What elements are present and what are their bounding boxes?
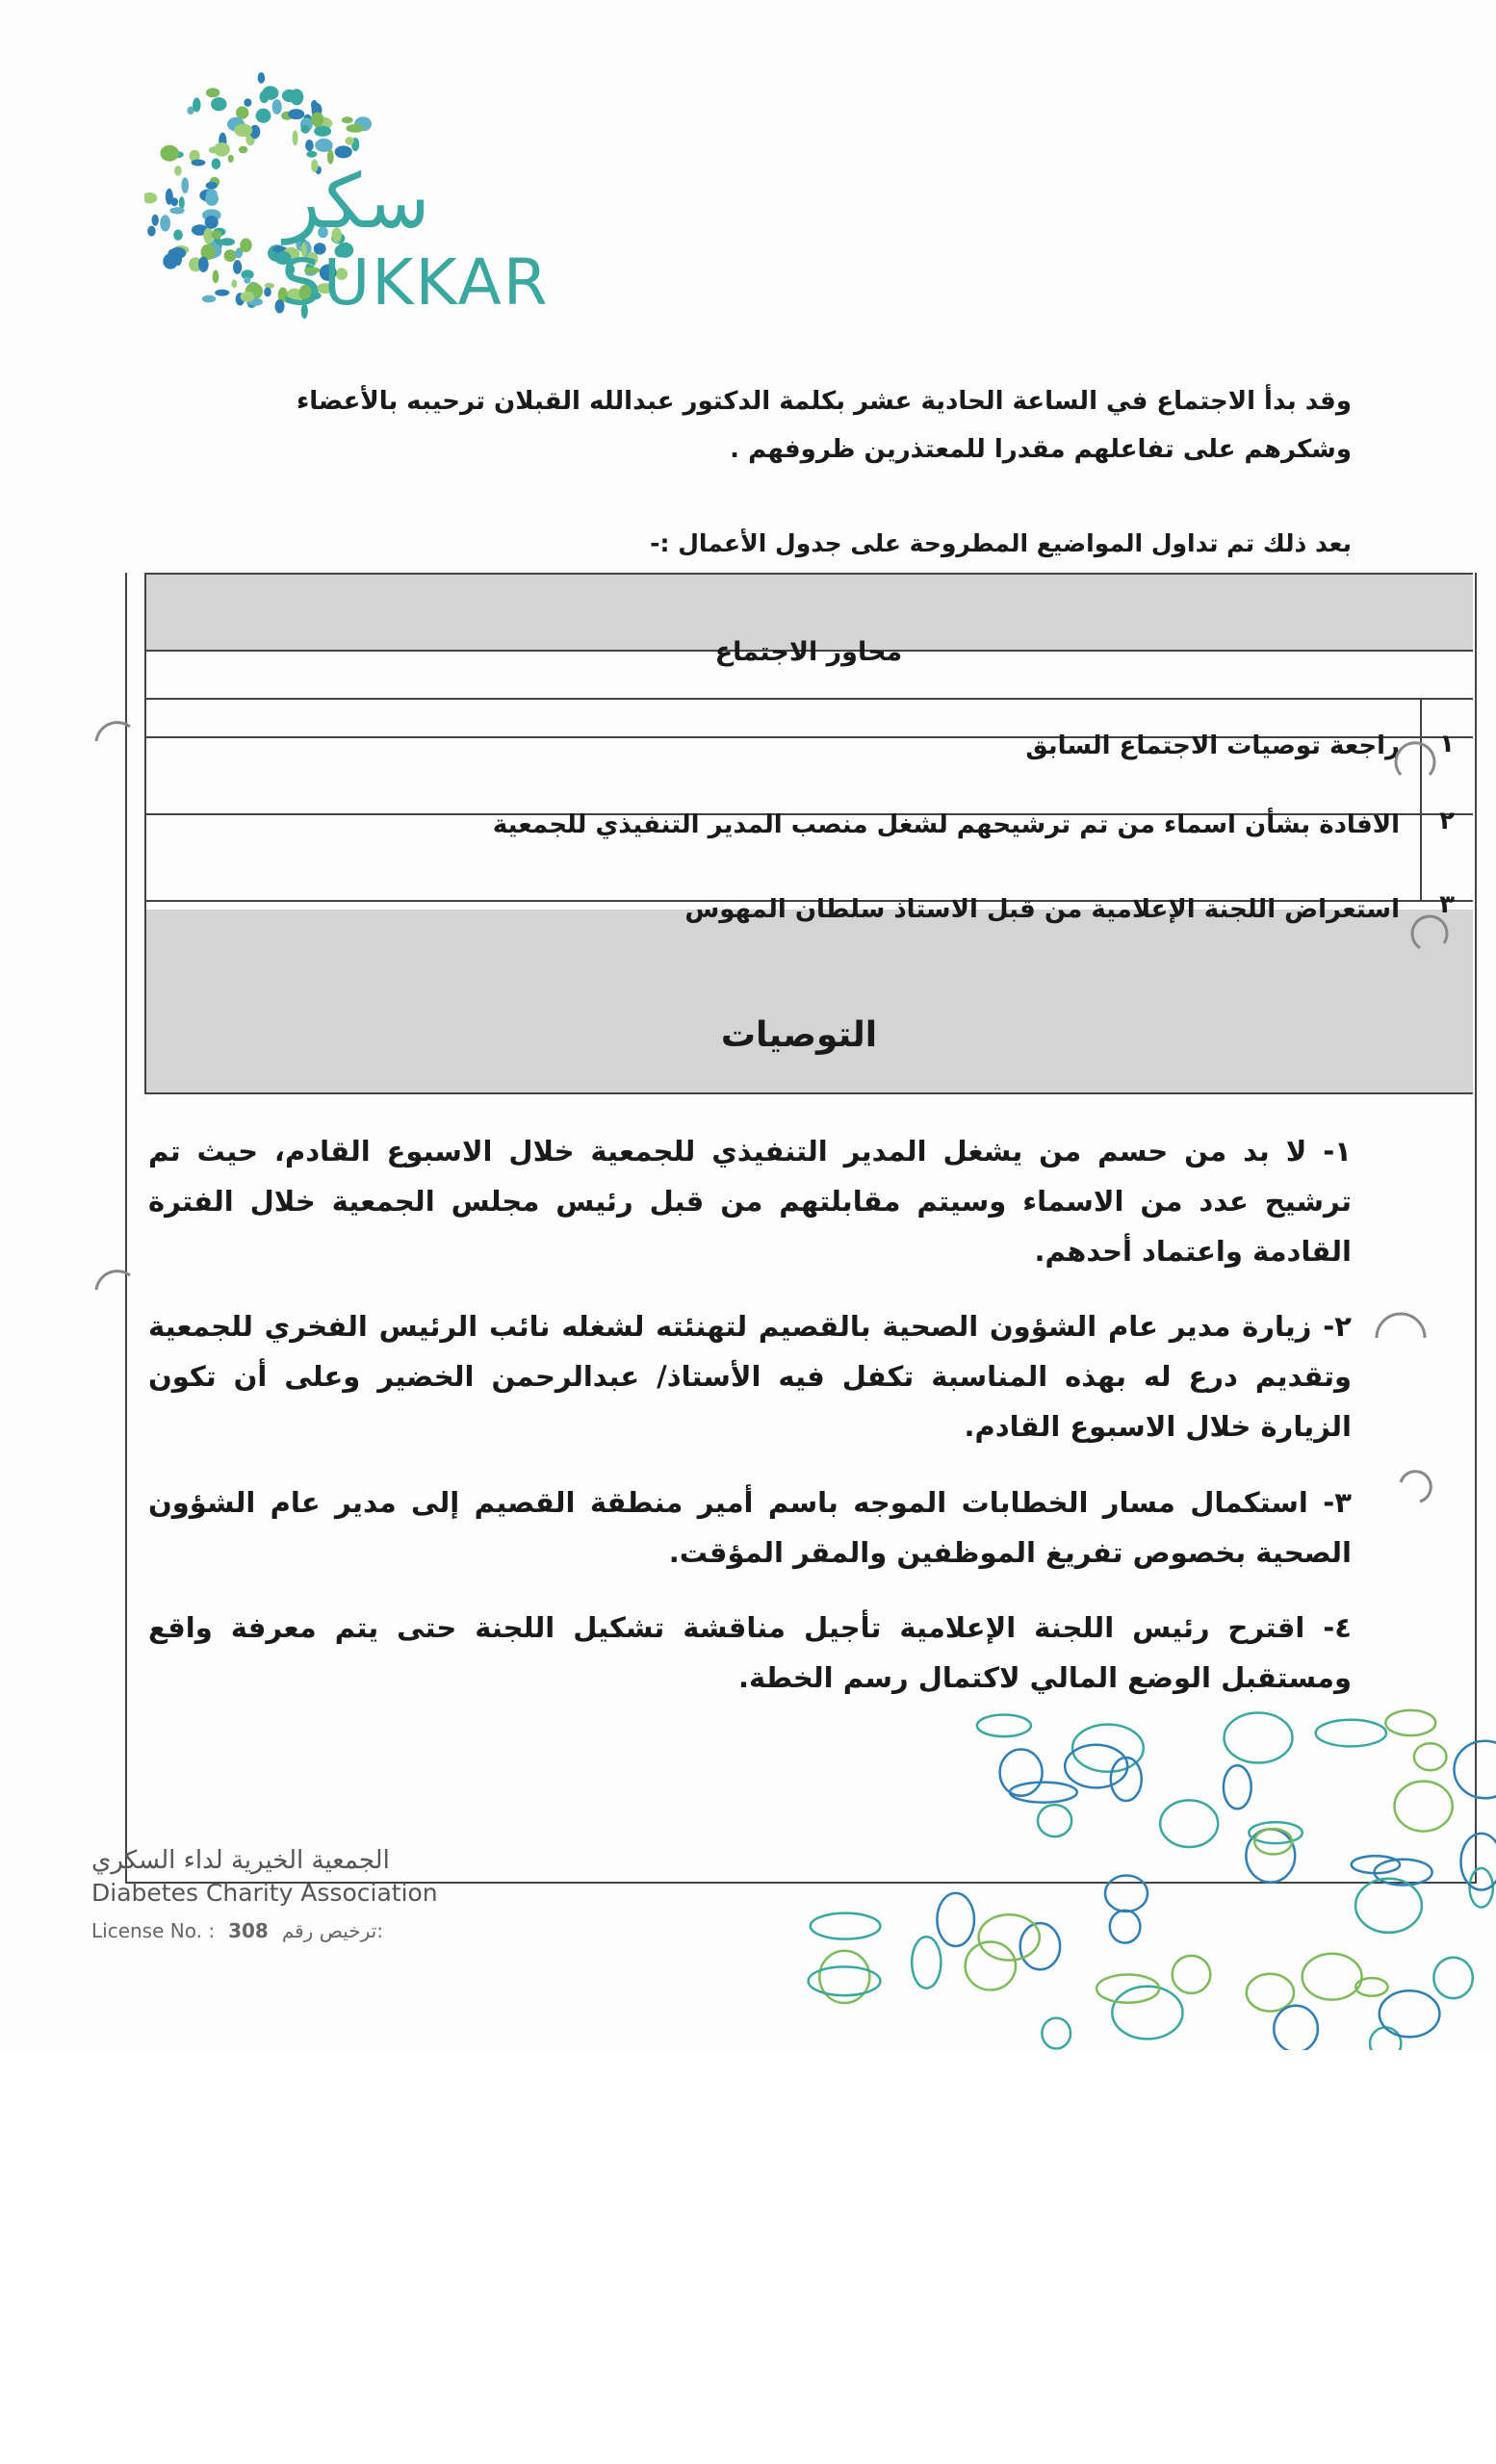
intro-line-1: وقد بدأ الاجتماع في الساعة الحادية عشر بكلمة الدكتور عبدالله القبلان ترحيبه بالأعضاء xyxy=(296,387,1352,416)
license-label: License No. : xyxy=(91,1919,216,1942)
recommendation-item: ٤- اقترح رئيس اللجنة الإعلامية تأجيل مناقشة تشكيل اللجنة حتى يتم معرفة واقع ومستقبل الوضع المالي لاكتمال رسم الخطة. xyxy=(148,1611,1352,1694)
logo-arabic-text: سكر xyxy=(284,159,430,245)
agenda-row-text: الافادة بشأن اسماء من تم ترشيحهم لشغل منصب المدير التنفيذي للجمعية xyxy=(492,810,1400,839)
logo-english-text: SUKKAR xyxy=(281,245,550,320)
license-label-arabic: ترخيص رقم: xyxy=(281,1919,383,1942)
recommendation-item: ٢- زيارة مدير عام الشؤون الصحية بالقصيم لتهنئته لشغله نائب الرئيس الفخري للجمعية وتقديم درع له بهذه المناسبة تكفل فيه الأستاذ/ عبدالرحمن الخضير وعلى أن تكون الزيارة خلال الاسبوع القادم. xyxy=(148,1310,1352,1443)
license-number: 308 xyxy=(228,1919,269,1942)
footer-org-arabic: الجمعية الخيرية لداء السكري xyxy=(91,1846,390,1875)
intro-line-2: وشكرهم على تفاعلهم مقدرا للمعتذرين ظروفهم . xyxy=(730,435,1352,464)
agenda-header: محاور الاجتماع xyxy=(714,637,903,667)
agenda-row-number: ١ xyxy=(1439,730,1455,758)
agenda-row-number: ٢ xyxy=(1439,807,1455,835)
recommendation-item: ٣- استكمال مسار الخطابات الموجه باسم أمير منطقة القصيم إلى مدير عام الشؤون الصحية بخصوص تفريغ الموظفين والمقر المؤقت. xyxy=(148,1486,1352,1569)
agenda-row-text: استعراض اللجنة الإعلامية من قبل الاستاذ سلطان المهوس xyxy=(684,895,1400,924)
footer-org-english: Diabetes Charity Association xyxy=(91,1879,438,1907)
recommendation-item: ١- لا بد من حسم من يشغل المدير التنفيذي للجمعية خلال الاسبوع القادم، حيث تم ترشيح عدد من الاسماء وسيتم مقابلتهم من قبل رئيس مجلس الجمعية خلال الفترة القادمة واعتماد أحدهم. xyxy=(148,1135,1352,1268)
agenda-row-number: ٣ xyxy=(1439,890,1455,919)
blank-area xyxy=(0,2050,1496,2464)
agenda-row-text: راجعة توصيات الاجتماع السابق xyxy=(1025,732,1400,760)
recommendations-title: التوصيات xyxy=(720,1015,878,1055)
intro-line-3: بعد ذلك تم تداول المواضيع المطروحة على جدول الأعمال :- xyxy=(650,529,1352,557)
